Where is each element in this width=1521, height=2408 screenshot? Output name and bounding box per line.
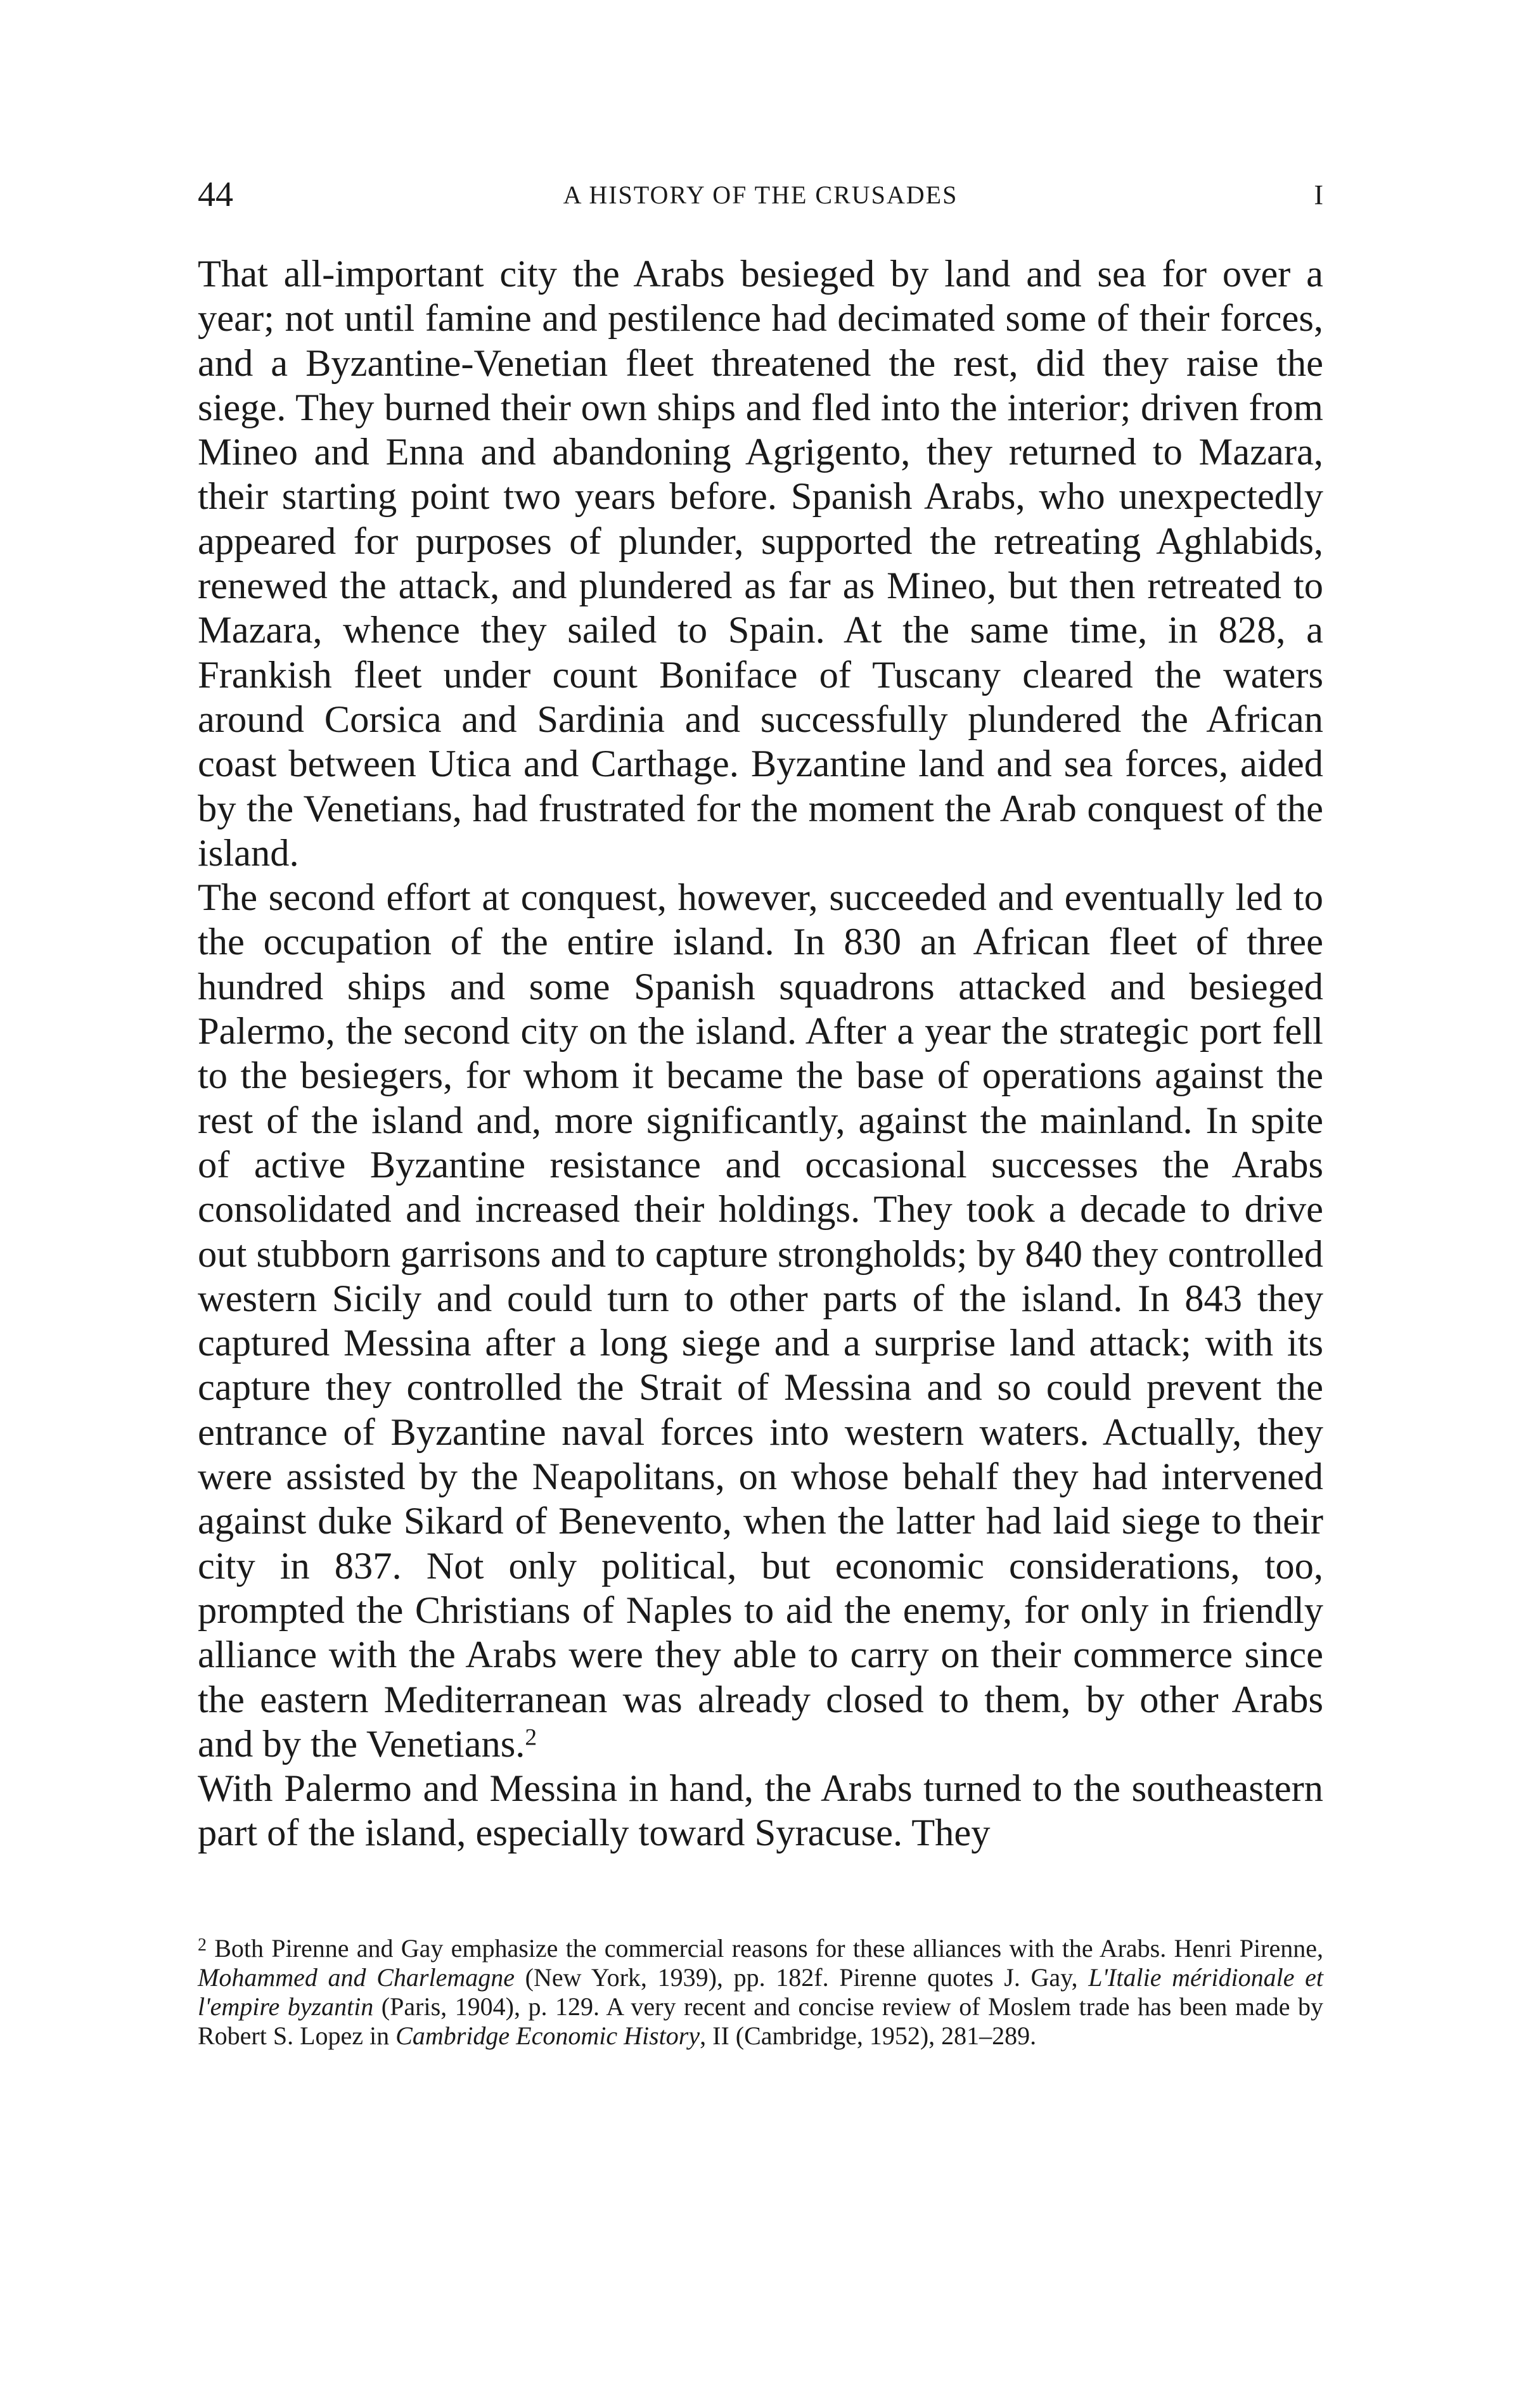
footnote-citation-title: Cambridge Economic History [395,2021,700,2050]
paragraph [198,876,1323,1767]
page-number: 44 [198,175,233,214]
footnote-citation-title: L'Italie méridionale et l'empire byzantin [198,1963,1323,2021]
paragraph [198,252,1323,876]
footnotes [198,1934,1323,2051]
running-head [198,172,1323,217]
paragraph-text: That all-important city the Arabs besieged by land and sea for over a year; not until famine and pestilence had decimated some of their forces, and a Byzantine-Venetian fleet threatened the rest, did they raise the siege. They burned their own ships and fled into the interior; driven from Mineo and Enna and abandoning Agrigento, they returned to Mazara, their starting point two years before. Spanish Arabs, who unexpectedly appeared for purposes of plunder, supported the retreating Aghlabids, renewed the attack, and plundered as far as Mineo, but then retreated to Mazara, whence they sailed to Spain. At the same time, in 828, a Frankish fleet under count Boniface of Tuscany cleared the waters around Corsica and Sardinia and successfully plundered the African coast between Utica and Carthage. Byzantine land and sea forces, aided by the Venetians, had frustrated for the moment the Arab conquest of the island. [198,253,1323,874]
paragraph-text: With Palermo and Messina in hand, the Arabs turned to the southeastern part of the island, especially toward Syracuse. They [198,1767,1323,1855]
paragraph-text: The second effort at conquest, however, succeeded and eventually led to the occupation of the entire island. In 830 an African fleet of three hundred ships and some Spanish squadrons attacked and besieged Palermo, the second city on the island. After a year the strategic port fell to the besiegers, for whom it became the base of operations against the rest of the island and, more significantly, against the mainland. In spite of active Byzantine resistance and occasional successes the Arabs consolidated and increased their holdings. They took a decade to drive out stubborn garrisons and to capture strongholds; by 840 they controlled western Sicily and could turn to other parts of the island. In 843 they captured Messina after a long siege and a surprise land attack; with its capture they controlled the Strait of Messina and so could prevent the entrance of Byzantine naval forces into western waters. Actually, they were assisted by the Neapolitans, on whose behalf they had intervened against duke Sikard of Benevento, when the latter had laid siege to their city in 837. Not only political, but economic considerations, too, prompted the Christians of Naples to aid the enemy, for only in friendly alliance with the Arabs were they able to carry on their commerce since the eastern Mediterranean was already closed to them, by other Arabs and by the Venetians. [198,876,1323,1765]
running-title: A HISTORY OF THE CRUSADES [563,181,958,209]
footnote-text: Both Pirenne and Gay emphasize the commercial reasons for these alliances with the Arabs. Henri Pirenne, [207,1934,1323,1963]
footnote-citation-title: Mohammed and Charlemagne [198,1963,515,1992]
footnote-text: (New York, 1939), pp. 182f. Pirenne quotes J. Gay, [514,1963,1089,1992]
body-text [198,252,1323,1856]
footnote [198,1934,1323,2051]
footnote-text: , II (Cambridge, 1952), 281–289. [700,2021,1037,2050]
footnote-reference: 2 [525,1724,537,1751]
footnote-marker: 2 [198,1935,207,1956]
chapter-number: I [1314,179,1323,210]
paragraph [198,1767,1323,1856]
footnote-text: (Paris, 1904), p. 129. A very recent and concise review of Moslem trade has been made by Robert S. Lopez in [198,1992,1323,2050]
